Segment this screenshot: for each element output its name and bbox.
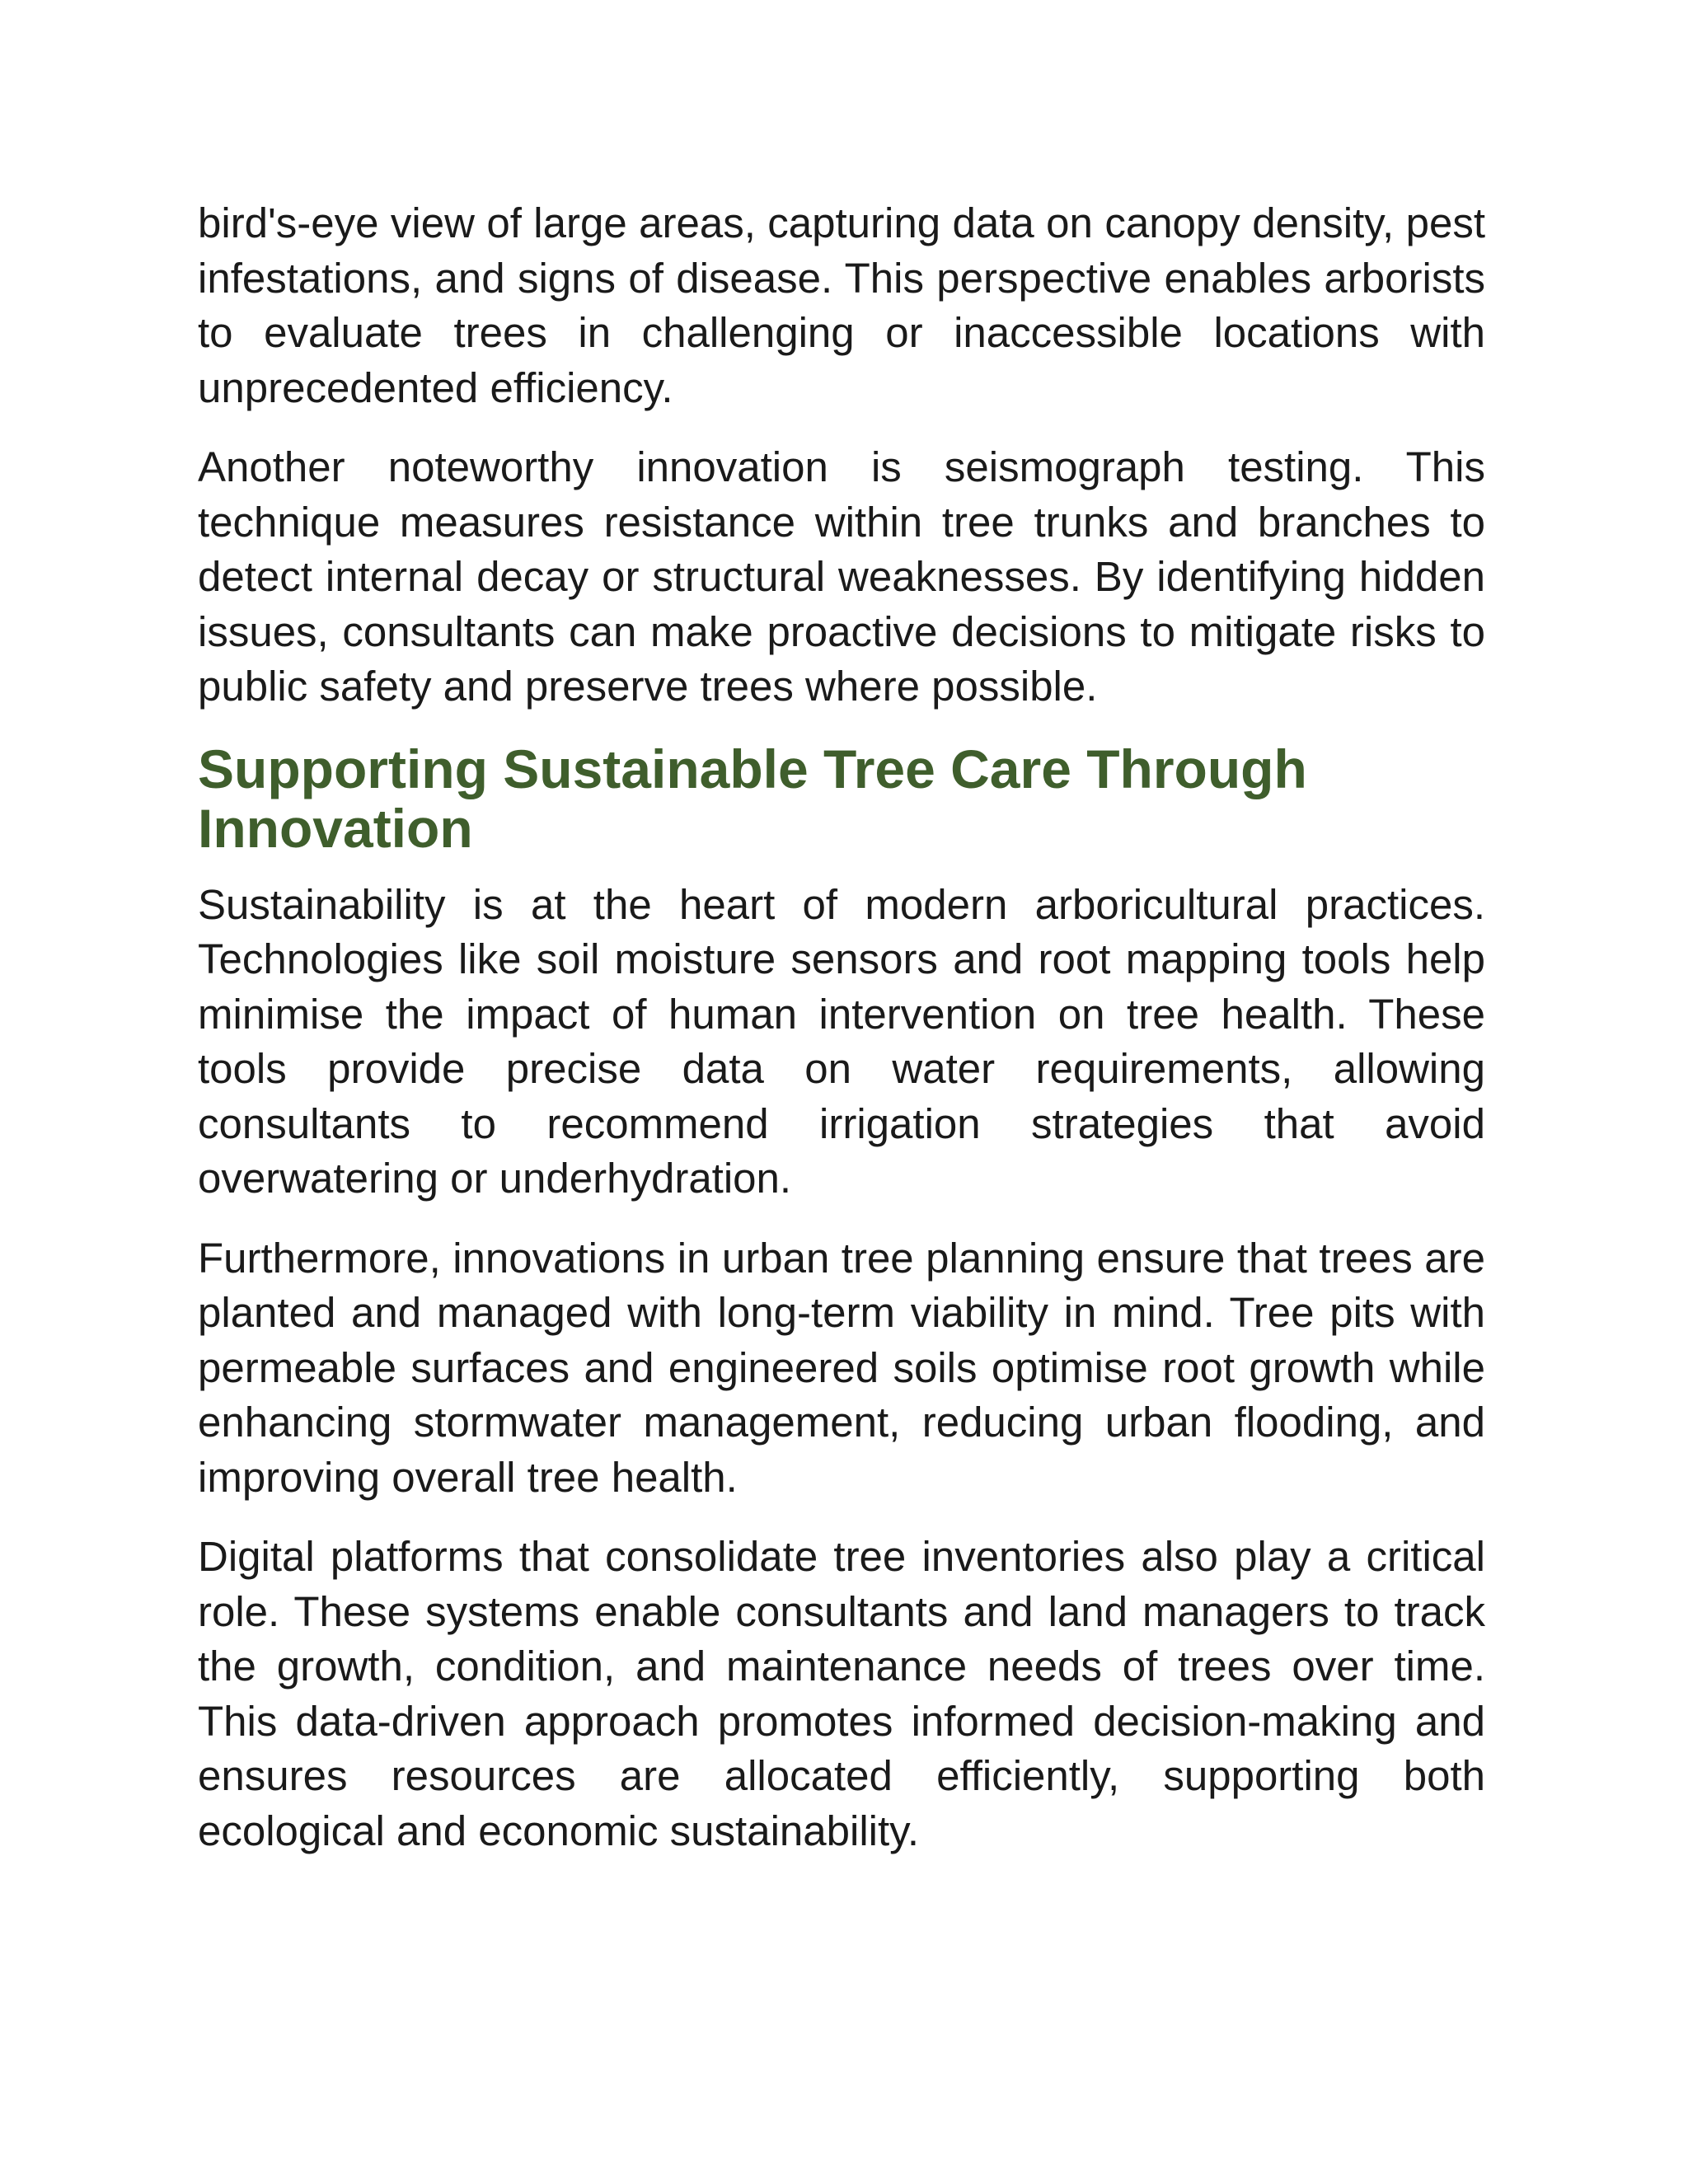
body-paragraph: Digital platforms that consolidate tree inventories also play a critical role. These systems enable consultants and land managers to track the growth, condition, and maintenance needs of trees over time. This data-driven approach promotes informed decision-making and ensures resources are allocated efficiently, supporting both ecological and economic sustainability.	[198, 1533, 1485, 1854]
section-heading: Supporting Sustainable Tree Care Through Innovation	[198, 738, 1307, 859]
body-paragraph: bird's-eye view of large areas, capturing data on canopy density, pest infestations, and signs of disease. This perspective enables arborists to evaluate trees in challenging or inaccessible locations with unprecedented efficiency.	[198, 199, 1485, 411]
body-paragraph: Another noteworthy innovation is seismograph testing. This technique measures resistance within tree trunks and branches to detect internal decay or structural weaknesses. By identifying hidden issues, consultants can make proactive decisions to mitigate risks to public safety and preserve trees where possible.	[198, 443, 1485, 710]
body-paragraph: Furthermore, innovations in urban tree planning ensure that trees are planted and managed with long-term viability in mind. Tree pits with permeable surfaces and engineered soils optimise root growth while enhancing stormwater management, reducing urban flooding, and improving overall tree health.	[198, 1234, 1485, 1501]
body-paragraph: Sustainability is at the heart of modern arboricultural practices. Technologies like soil moisture sensors and root mapping tools help minimise the impact of human intervention on tree health. These tools provide precise data on water requirements, allowing consultants to recommend irrigation strategies that avoid overwatering or underhydration.	[198, 880, 1485, 1202]
document-page	[198, 196, 1485, 1883]
